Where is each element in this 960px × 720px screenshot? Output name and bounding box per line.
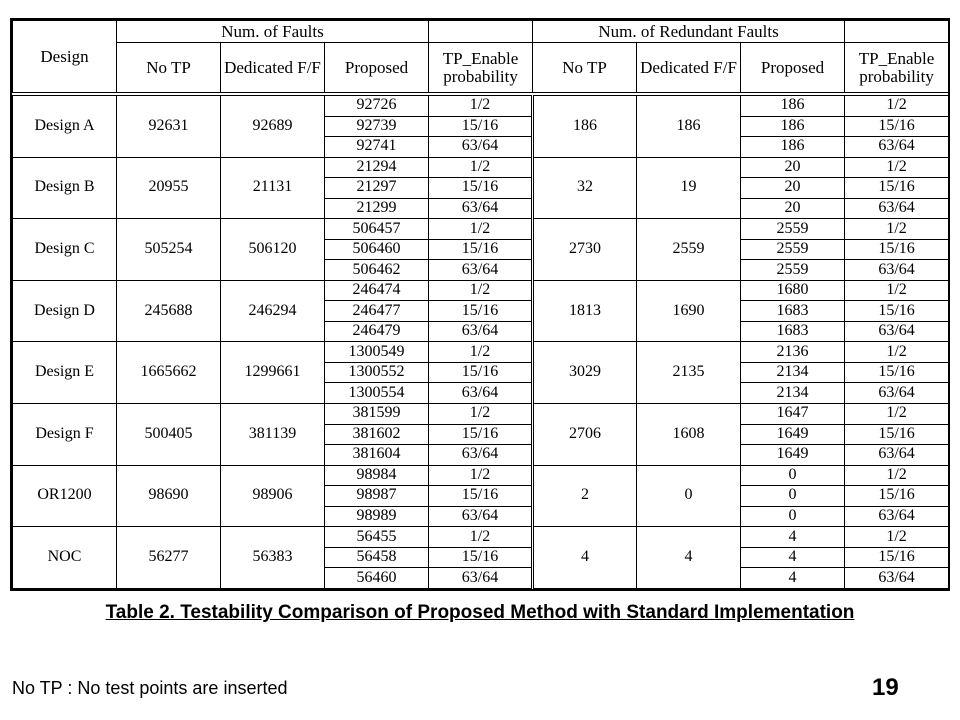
table-row [13,342,949,363]
redundant-tp-enable-prob-cell: 63/64 [845,383,949,404]
comparison-table-frame [10,18,950,591]
design-name-cell: Design D [13,280,117,342]
redundant-tp-enable-prob-cell: 15/16 [845,362,949,383]
redundant-dedicated-cell: 19 [637,157,741,219]
tp-enable-prob-cell: 1/2 [429,465,533,486]
redundant-tp-enable-prob-cell: 63/64 [845,506,949,527]
faults-proposed-cell: 1300552 [325,362,429,383]
tp-enable-prob-cell: 15/16 [429,486,533,507]
tp-enable-prob-cell: 15/16 [429,178,533,199]
faults-proposed-cell: 56455 [325,527,429,548]
redundant-tp-enable-prob-cell: 1/2 [845,96,949,117]
redundant-tp-enable-prob-cell: 1/2 [845,280,949,301]
tp-enable-prob-cell: 15/16 [429,239,533,260]
redundant-no-tp-cell: 32 [533,157,637,219]
redundant-proposed-cell: 1683 [741,301,845,322]
tp-enable-prob-cell: 15/16 [429,424,533,445]
faults-proposed-cell: 1300554 [325,383,429,404]
faults-proposed-cell: 92741 [325,137,429,158]
faults-proposed-cell: 21297 [325,178,429,199]
redundant-tp-enable-prob-cell: 1/2 [845,527,949,548]
table-row [13,527,949,548]
table-row [13,465,949,486]
redundant-tp-enable-prob-cell: 15/16 [845,547,949,568]
faults-proposed-cell: 506462 [325,260,429,281]
redundant-tp-enable-prob-cell: 1/2 [845,219,949,240]
redundant-proposed-cell: 20 [741,178,845,199]
faults-proposed-cell: 381602 [325,424,429,445]
header-dedicated: Dedicated F/F [221,43,325,93]
redundant-proposed-cell: 186 [741,116,845,137]
faults-proposed-cell: 98984 [325,465,429,486]
header-blank-1 [429,21,533,43]
header-rf-proposed: Proposed [741,43,845,93]
redundant-no-tp-cell: 186 [533,96,637,158]
faults-proposed-cell: 506460 [325,239,429,260]
faults-dedicated-cell: 381139 [221,403,325,465]
redundant-tp-enable-prob-cell: 63/64 [845,260,949,281]
table-body [13,96,949,589]
redundant-tp-enable-prob-cell: 15/16 [845,424,949,445]
redundant-no-tp-cell: 2730 [533,219,637,281]
faults-dedicated-cell: 56383 [221,527,325,589]
faults-dedicated-cell: 98906 [221,465,325,527]
redundant-proposed-cell: 1647 [741,403,845,424]
redundant-no-tp-cell: 1813 [533,280,637,342]
redundant-dedicated-cell: 2559 [637,219,741,281]
redundant-proposed-cell: 0 [741,486,845,507]
design-name-cell: Design B [13,157,117,219]
table-row [13,403,949,424]
redundant-tp-enable-prob-cell: 1/2 [845,157,949,178]
faults-proposed-cell: 92726 [325,96,429,117]
table-caption: Table 2. Testability Comparison of Proposed Method with Standard Implementation [105,602,855,623]
faults-proposed-cell: 1300549 [325,342,429,363]
tp-enable-prob-cell: 1/2 [429,342,533,363]
tp-enable-prob-cell: 63/64 [429,568,533,589]
redundant-no-tp-cell: 4 [533,527,637,589]
faults-proposed-cell: 246474 [325,280,429,301]
redundant-dedicated-cell: 4 [637,527,741,589]
header-rf-dedicated: Dedicated F/F [637,43,741,93]
faults-proposed-cell: 98989 [325,506,429,527]
redundant-proposed-cell: 4 [741,547,845,568]
faults-proposed-cell: 21294 [325,157,429,178]
faults-no-tp-cell: 1665662 [117,342,221,404]
redundant-tp-enable-prob-cell: 15/16 [845,116,949,137]
faults-proposed-cell: 56460 [325,568,429,589]
faults-proposed-cell: 98987 [325,486,429,507]
design-name-cell: Design A [13,96,117,158]
table-row [13,96,949,117]
faults-dedicated-cell: 21131 [221,157,325,219]
redundant-proposed-cell: 0 [741,506,845,527]
faults-no-tp-cell: 245688 [117,280,221,342]
redundant-tp-enable-prob-cell: 15/16 [845,486,949,507]
faults-proposed-cell: 246479 [325,321,429,342]
tp-enable-prob-cell: 63/64 [429,260,533,281]
faults-dedicated-cell: 246294 [221,280,325,342]
table-row [13,157,949,178]
header-rf-tp-enable: TP_Enable probability [845,43,949,93]
tp-enable-prob-cell: 15/16 [429,362,533,383]
faults-no-tp-cell: 20955 [117,157,221,219]
redundant-dedicated-cell: 186 [637,96,741,158]
header-num-faults: Num. of Faults [117,21,429,43]
page-number: 19 [872,674,899,701]
table-row [13,219,949,240]
design-name-cell: Design C [13,219,117,281]
redundant-tp-enable-prob-cell: 1/2 [845,342,949,363]
design-name-cell: NOC [13,527,117,589]
redundant-proposed-cell: 2134 [741,383,845,404]
tp-enable-prob-cell: 1/2 [429,403,533,424]
redundant-tp-enable-prob-cell: 15/16 [845,239,949,260]
faults-no-tp-cell: 500405 [117,403,221,465]
header-proposed: Proposed [325,43,429,93]
faults-proposed-cell: 381604 [325,445,429,466]
faults-proposed-cell: 56458 [325,547,429,568]
tp-enable-prob-cell: 63/64 [429,321,533,342]
faults-no-tp-cell: 56277 [117,527,221,589]
tp-enable-prob-cell: 63/64 [429,506,533,527]
redundant-proposed-cell: 1649 [741,445,845,466]
redundant-proposed-cell: 20 [741,157,845,178]
header-rf-no-tp: No TP [533,43,637,93]
tp-enable-prob-cell: 63/64 [429,445,533,466]
redundant-proposed-cell: 2559 [741,239,845,260]
faults-dedicated-cell: 92689 [221,96,325,158]
tp-enable-prob-cell: 15/16 [429,547,533,568]
redundant-tp-enable-prob-cell: 1/2 [845,465,949,486]
redundant-proposed-cell: 2559 [741,219,845,240]
design-name-cell: Design E [13,342,117,404]
faults-proposed-cell: 381599 [325,403,429,424]
tp-enable-prob-cell: 63/64 [429,137,533,158]
faults-dedicated-cell: 1299661 [221,342,325,404]
redundant-tp-enable-prob-cell: 63/64 [845,137,949,158]
faults-proposed-cell: 92739 [325,116,429,137]
redundant-proposed-cell: 2134 [741,362,845,383]
redundant-proposed-cell: 186 [741,137,845,158]
faults-proposed-cell: 21299 [325,198,429,219]
tp-enable-prob-cell: 63/64 [429,198,533,219]
header-blank-2 [845,21,949,43]
tp-enable-prob-cell: 1/2 [429,219,533,240]
redundant-proposed-cell: 2136 [741,342,845,363]
redundant-dedicated-cell: 2135 [637,342,741,404]
redundant-tp-enable-prob-cell: 15/16 [845,301,949,322]
faults-no-tp-cell: 98690 [117,465,221,527]
faults-no-tp-cell: 505254 [117,219,221,281]
tp-enable-prob-cell: 63/64 [429,383,533,404]
redundant-proposed-cell: 1680 [741,280,845,301]
redundant-dedicated-cell: 1690 [637,280,741,342]
testability-comparison-table [12,20,949,589]
header-tp-enable: TP_Enable probability [429,43,533,93]
tp-enable-prob-cell: 1/2 [429,527,533,548]
redundant-tp-enable-prob-cell: 1/2 [845,403,949,424]
redundant-proposed-cell: 2559 [741,260,845,281]
design-name-cell: OR1200 [13,465,117,527]
header-no-tp: No TP [117,43,221,93]
redundant-tp-enable-prob-cell: 63/64 [845,568,949,589]
redundant-proposed-cell: 0 [741,465,845,486]
faults-proposed-cell: 506457 [325,219,429,240]
redundant-proposed-cell: 186 [741,96,845,117]
redundant-proposed-cell: 4 [741,568,845,589]
tp-enable-prob-cell: 15/16 [429,116,533,137]
header-design: Design [13,21,117,93]
design-name-cell: Design F [13,403,117,465]
redundant-no-tp-cell: 2 [533,465,637,527]
redundant-tp-enable-prob-cell: 63/64 [845,321,949,342]
header-num-redundant-faults: Num. of Redundant Faults [533,21,845,43]
redundant-proposed-cell: 1683 [741,321,845,342]
redundant-tp-enable-prob-cell: 15/16 [845,178,949,199]
redundant-dedicated-cell: 0 [637,465,741,527]
tp-enable-prob-cell: 1/2 [429,96,533,117]
redundant-no-tp-cell: 2706 [533,403,637,465]
tp-enable-prob-cell: 1/2 [429,157,533,178]
redundant-proposed-cell: 1649 [741,424,845,445]
footnote: No TP : No test points are inserted [12,678,288,698]
redundant-dedicated-cell: 1608 [637,403,741,465]
redundant-proposed-cell: 20 [741,198,845,219]
faults-proposed-cell: 246477 [325,301,429,322]
redundant-tp-enable-prob-cell: 63/64 [845,198,949,219]
table-row [13,280,949,301]
tp-enable-prob-cell: 1/2 [429,280,533,301]
redundant-tp-enable-prob-cell: 63/64 [845,445,949,466]
tp-enable-prob-cell: 15/16 [429,301,533,322]
redundant-proposed-cell: 4 [741,527,845,548]
redundant-no-tp-cell: 3029 [533,342,637,404]
faults-no-tp-cell: 92631 [117,96,221,158]
faults-dedicated-cell: 506120 [221,219,325,281]
